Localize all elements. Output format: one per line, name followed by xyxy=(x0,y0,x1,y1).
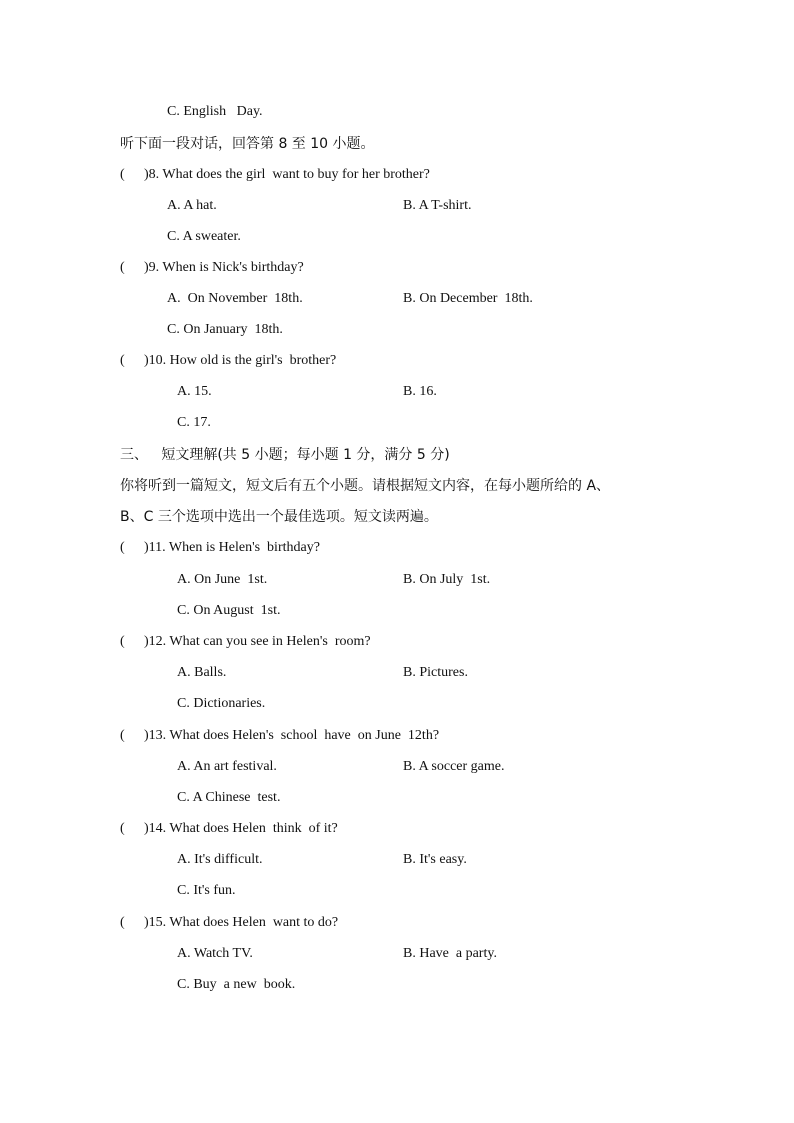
q10-option-c: C. 17. xyxy=(177,415,211,430)
question-9-stem: )9. When is Nick's birthday? xyxy=(144,260,304,275)
q14-option-b: B. It's easy. xyxy=(403,852,467,867)
answer-blank-9[interactable]: ( xyxy=(120,260,125,275)
q15-option-b: B. Have a party. xyxy=(403,946,497,961)
q8-option-a: A. A hat. xyxy=(167,198,217,213)
q8-option-c: C. A sweater. xyxy=(167,229,241,244)
q12-option-b: B. Pictures. xyxy=(403,665,468,680)
q12-option-a: A. Balls. xyxy=(177,665,227,680)
answer-blank-13[interactable]: ( xyxy=(120,728,125,743)
section3-instruction-line2: B、C 三个选项中选出一个最佳选项。短文读两遍。 xyxy=(120,509,438,525)
q13-option-a: A. An art festival. xyxy=(177,759,277,774)
section2-instruction: 听下面一段对话，回答第 8 至 10 小题。 xyxy=(120,136,375,152)
answer-blank-12[interactable]: ( xyxy=(120,634,125,649)
q10-option-a: A. 15. xyxy=(177,384,212,399)
section3-title: 三、 短文理解(共 5 小题；每小题 1 分，满分 5 分) xyxy=(120,447,450,463)
answer-blank-14[interactable]: ( xyxy=(120,821,125,836)
q8-option-b: B. A T-shirt. xyxy=(403,198,472,213)
question-12-stem: )12. What can you see in Helen's room? xyxy=(144,634,371,649)
question-13-stem: )13. What does Helen's school have on June 12th? xyxy=(144,728,440,743)
answer-blank-10[interactable]: ( xyxy=(120,353,125,368)
q15-option-c: C. Buy a new book. xyxy=(177,977,296,992)
q14-option-c: C. It's fun. xyxy=(177,883,236,898)
q12-option-c: C. Dictionaries. xyxy=(177,696,266,711)
q13-option-b: B. A soccer game. xyxy=(403,759,505,774)
section3-instruction-line1: 你将听到一篇短文，短文后有五个小题。请根据短文内容，在每小题所给的 A、 xyxy=(120,478,611,494)
q10-option-b: B. 16. xyxy=(403,384,437,399)
answer-blank-8[interactable]: ( xyxy=(120,167,125,182)
question-8-stem: )8. What does the girl want to buy for her brother? xyxy=(144,167,430,182)
question-10-stem: )10. How old is the girl's brother? xyxy=(144,353,337,368)
q9-option-a: A. On November 18th. xyxy=(167,291,303,306)
question-11-stem: )11. When is Helen's birthday? xyxy=(144,540,320,555)
q13-option-c: C. A Chinese test. xyxy=(177,790,281,805)
q9-option-b: B. On December 18th. xyxy=(403,291,533,306)
question-15-stem: )15. What does Helen want to do? xyxy=(144,915,339,930)
answer-blank-11[interactable]: ( xyxy=(120,540,125,555)
q14-option-a: A. It's difficult. xyxy=(177,852,263,867)
q11-option-b: B. On July 1st. xyxy=(403,572,491,587)
q9-option-c: C. On January 18th. xyxy=(167,322,283,337)
question-14-stem: )14. What does Helen think of it? xyxy=(144,821,338,836)
answer-blank-15[interactable]: ( xyxy=(120,915,125,930)
q11-option-c: C. On August 1st. xyxy=(177,603,281,618)
q15-option-a: A. Watch TV. xyxy=(177,946,253,961)
q11-option-a: A. On June 1st. xyxy=(177,572,268,587)
q7-option-c: C. English Day. xyxy=(167,104,263,119)
